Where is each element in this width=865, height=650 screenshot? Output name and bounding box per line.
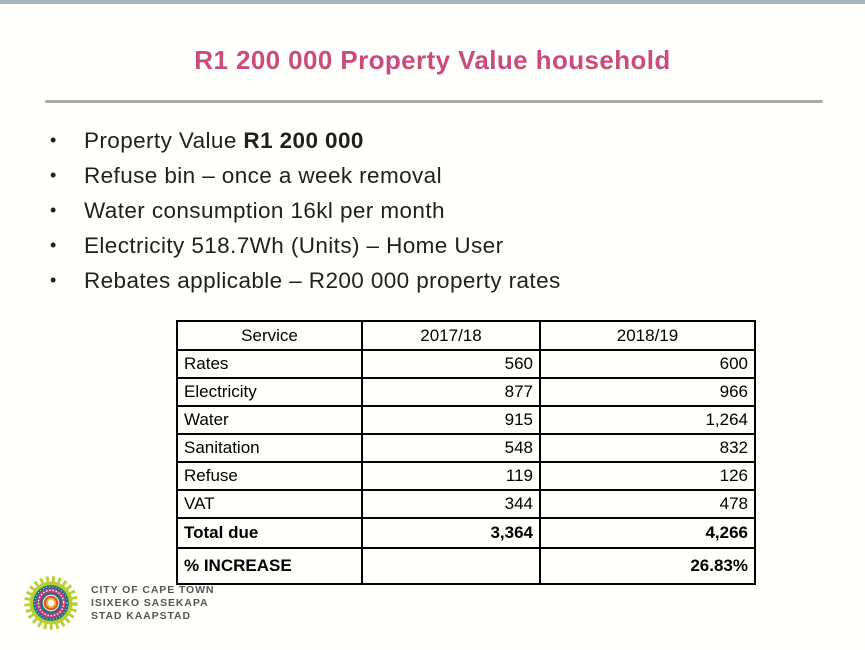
value-cell-2017-18: 119 (362, 462, 540, 490)
service-cell: % INCREASE (177, 548, 362, 584)
logo-text-line: STAD KAAPSTAD (91, 610, 191, 622)
bullet-text (84, 198, 445, 224)
service-cell: Electricity (177, 378, 362, 406)
title-divider-line (45, 100, 823, 103)
bullet-text (84, 163, 442, 189)
table-row (177, 434, 755, 462)
bullet-dot-icon: • (50, 200, 57, 220)
table-row (177, 378, 755, 406)
bullet-text-regular: Property Value (84, 127, 244, 153)
table-header-row (177, 321, 755, 350)
footer (24, 576, 214, 630)
service-cell: Total due (177, 518, 362, 548)
value-cell-2017-18: 548 (362, 434, 540, 462)
bullet-list (50, 123, 561, 298)
value-cell-2017-18: 877 (362, 378, 540, 406)
cost-comparison-table (176, 320, 756, 585)
bullet-text (84, 268, 561, 294)
bullet-text (84, 128, 364, 154)
column-header-service: Service (177, 321, 362, 350)
value-cell-2017-18: 560 (362, 350, 540, 378)
value-cell-2017-18: 3,364 (362, 518, 540, 548)
value-cell-2018-19: 966 (540, 378, 755, 406)
bullet-item (50, 158, 561, 193)
city-of-cape-town-logo-text (91, 584, 214, 623)
table-row-total-due (177, 518, 755, 548)
table-row (177, 462, 755, 490)
bullet-dot-icon: • (50, 235, 57, 255)
bullet-text (84, 233, 503, 259)
bullet-dot-icon: • (50, 270, 57, 290)
column-header-2018-19: 2018/19 (540, 321, 755, 350)
bullet-dot-icon: • (50, 165, 57, 185)
logo-text-line: CITY OF CAPE TOWN (91, 584, 215, 596)
value-cell-2018-19: 478 (540, 490, 755, 518)
value-cell-2017-18 (362, 548, 540, 584)
service-cell: Rates (177, 350, 362, 378)
bullet-text-regular: Rebates applicable – R200 000 property rates (84, 267, 561, 293)
top-accent-bar (0, 0, 865, 4)
value-cell-2018-19: 600 (540, 350, 755, 378)
bullet-item (50, 193, 561, 228)
slide-title: R1 200 000 Property Value household (194, 45, 671, 75)
table-row (177, 490, 755, 518)
value-cell-2017-18: 344 (362, 490, 540, 518)
value-cell-2018-19: 4,266 (540, 518, 755, 548)
bullet-text-regular: Water consumption 16kl per month (84, 197, 445, 223)
bullet-item (50, 228, 561, 263)
bullet-text-regular: Electricity 518.7Wh (Units) – Home User (84, 232, 504, 258)
bullet-dot-icon: • (50, 130, 57, 150)
table-row-percent-increase (177, 548, 755, 584)
city-of-cape-town-logo-icon (24, 576, 78, 630)
value-cell-2018-19: 832 (540, 434, 755, 462)
bullet-item (50, 123, 561, 158)
value-cell-2018-19: 26.83% (540, 548, 755, 584)
bullet-item (50, 263, 561, 298)
service-cell: Sanitation (177, 434, 362, 462)
value-cell-2018-19: 126 (540, 462, 755, 490)
table-row (177, 350, 755, 378)
column-header-2017-18: 2017/18 (362, 321, 540, 350)
table-row (177, 406, 755, 434)
value-cell-2018-19: 1,264 (540, 406, 755, 434)
service-cell: Refuse (177, 462, 362, 490)
bullet-text-regular: Refuse bin – once a week removal (84, 162, 442, 188)
service-cell: Water (177, 406, 362, 434)
logo-text-line: ISIXEKO SASEKAPA (91, 597, 209, 609)
value-cell-2017-18: 915 (362, 406, 540, 434)
service-cell: VAT (177, 490, 362, 518)
bullet-text-bold: R1 200 000 (243, 127, 364, 153)
